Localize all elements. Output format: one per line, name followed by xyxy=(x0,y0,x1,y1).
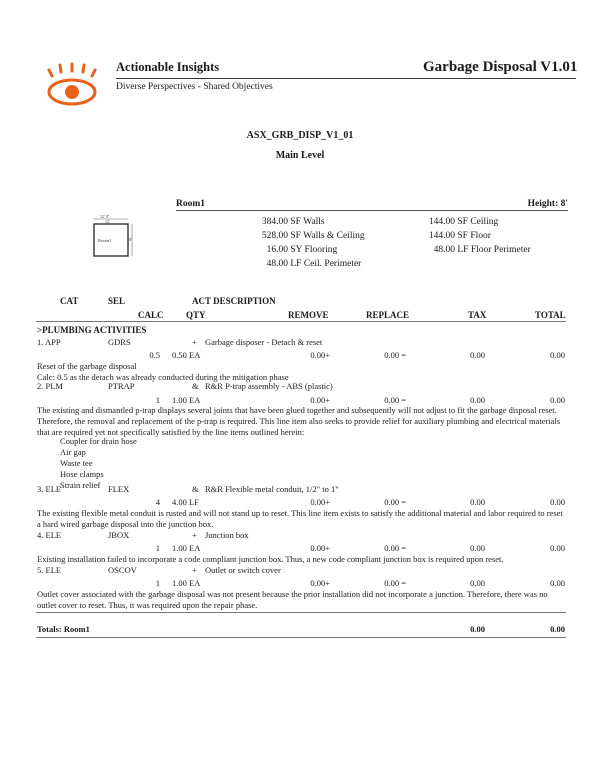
col-tax: TAX xyxy=(468,310,487,320)
measurement-right-3: 48.00 LF Floor Perimeter xyxy=(433,245,531,255)
line-note: Reset of the garbage disposal xyxy=(37,361,137,371)
line-note: The existing flexible metal conduit is rusted and will not stand up to reset. This line item exists to satisfy the additional material and labor required to reset a hard wired garbage disposal into the junction box. xyxy=(37,508,563,529)
sketch-dim-top2: 12' xyxy=(105,219,110,224)
col-remove: REMOVE xyxy=(288,310,329,320)
room-name: Room1 xyxy=(176,199,206,209)
company-tagline: Diverse Perspectives - Shared Objectives xyxy=(116,82,273,92)
col-calc: CALC xyxy=(138,310,164,320)
measurement-right-1: 144.00 SF Ceiling xyxy=(428,217,499,227)
line-note: Calc: 0.5 as the detach was already conducted during the mitigation phase xyxy=(37,372,289,382)
line-note: Outlet cover associated with the garbage disposal was not present because the prior installation did not incorporate a junction. Therefore, there was no outlet cover to reset. Thus, it was required upon the repair phase. xyxy=(37,589,548,610)
line-note: The existing and dismantled p-trap displays several joints that have been glued together and subsequently will not adjust to fit the garbage disposal reset. Therefore, the removal and replacement of the p-trap is required. This line item also seeks to provide relief for auxiliary plumbing and electrical materials that are required yet not specifically satisfied by the line items outlined herein: xyxy=(37,405,561,437)
document-title: Garbage Disposal V1.01 xyxy=(423,59,578,75)
room-rule xyxy=(176,210,568,211)
totals-rule xyxy=(36,612,566,613)
header-rule xyxy=(116,78,576,79)
section-heading: >PLUMBING ACTIVITIES xyxy=(37,325,147,335)
list-item: Coupler for drain hose xyxy=(60,436,137,446)
measurement-left-2: 528.00 SF Walls & Ceiling xyxy=(261,231,365,241)
header-underline xyxy=(36,321,566,322)
line-note: Existing installation failed to incorporate a code compliant junction box. Thus, a new code compliant junction box is required upon reset. xyxy=(37,554,504,564)
col-act-desc: ACT DESCRIPTION xyxy=(192,296,276,306)
col-cat: CAT xyxy=(60,296,79,306)
sunrise-eye-logo-icon xyxy=(42,62,102,108)
measurement-right-2: 144.00 SF Floor xyxy=(428,231,491,241)
company-name: Actionable Insights xyxy=(116,60,220,74)
col-qty: QTY xyxy=(186,310,206,320)
list-item: Air gap xyxy=(60,447,86,457)
level-name: Main Level xyxy=(275,150,325,161)
measurement-left-4: 48.00 LF Ceil. Perimeter xyxy=(266,259,362,269)
totals-total: 0.00 xyxy=(550,624,565,634)
sketch-dim-top1: 12' 0" xyxy=(100,214,110,219)
sketch-dim-side: 8' xyxy=(129,237,132,242)
col-replace: REPLACE xyxy=(366,310,410,320)
totals-underline xyxy=(36,637,566,638)
totals-label: Totals: Room1 xyxy=(37,624,90,634)
measurement-left-1: 384.00 SF Walls xyxy=(261,217,325,227)
col-total: TOTAL xyxy=(535,310,566,320)
totals-tax: 0.00 xyxy=(470,624,485,634)
sketch-room-label: Room1 xyxy=(98,238,112,243)
measurement-left-3: 16.00 SY Flooring xyxy=(266,245,338,255)
claim-code: ASX_GRB_DISP_V1_01 xyxy=(246,130,354,141)
col-sel: SEL xyxy=(108,296,126,306)
list-item: Waste tee xyxy=(60,458,93,468)
list-item: Hose clamps xyxy=(60,469,104,479)
room-sketch xyxy=(86,214,136,264)
room-height: Height: 8' xyxy=(527,199,568,209)
list-item: Strain relief xyxy=(60,480,101,490)
